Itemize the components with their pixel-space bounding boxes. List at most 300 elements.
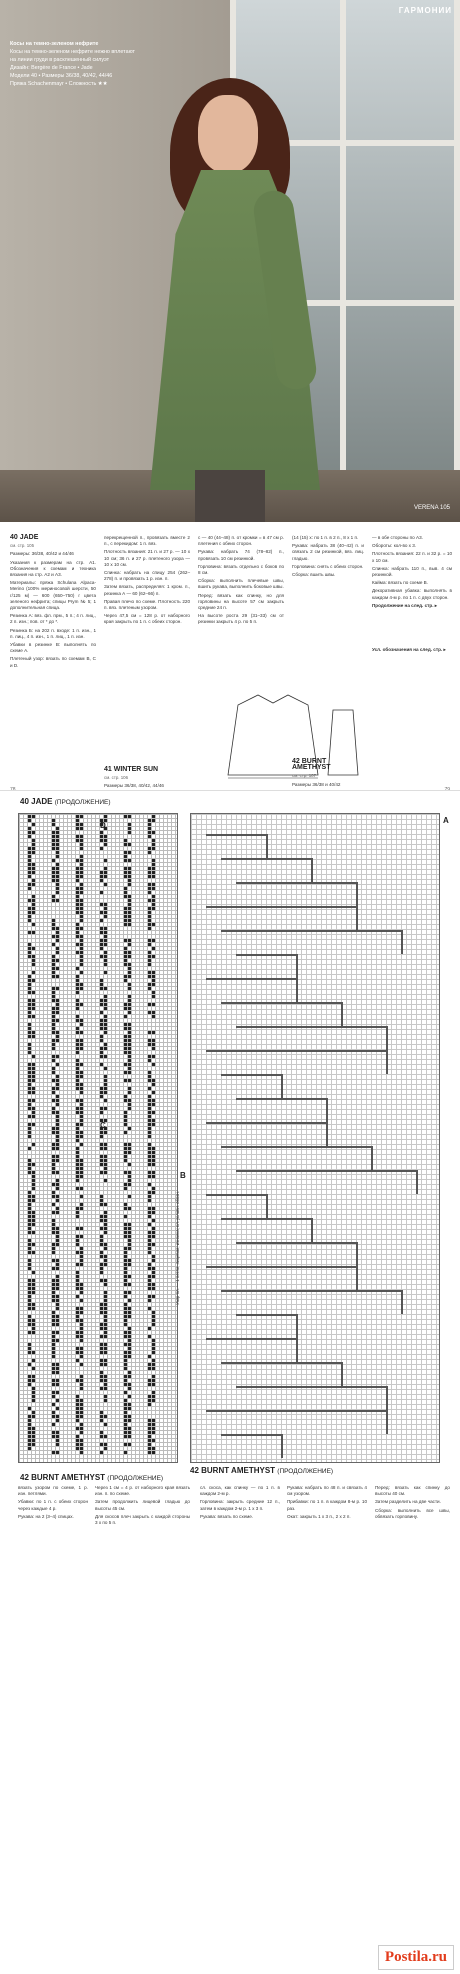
chart-stitch [76,827,79,830]
chart-stitch [32,871,35,874]
chart-stitch [56,1435,59,1438]
chart-stitch [80,1383,83,1386]
chart-stitch [148,1043,151,1046]
chart-stitch [100,931,103,934]
chart-stitch [80,1283,83,1286]
chart-stitch [128,1419,131,1422]
chart-stitch [32,831,35,834]
chart-stitch [56,899,59,902]
chart-stitch [124,1415,127,1418]
chart-stitch [124,1123,127,1126]
chart-stitch [148,871,151,874]
chart-stitch [76,899,79,902]
chart-stitch [28,1291,31,1294]
chart-stitch [32,1035,35,1038]
chart-stitch [152,1431,155,1434]
chart-stitch [52,1367,55,1370]
chart-stitch [52,1283,55,1286]
chart-stitch [76,1187,79,1190]
chart-stitch [80,963,83,966]
chart-stitch [128,1263,131,1266]
chart-stitch [100,1135,103,1138]
chart-stitch [52,1291,55,1294]
bottom-column-4: Рукава: набрать по 48 п. и связать 4 см узором. Прибавки: по 1 п. в каждом 8-м р. 10 раз. Окат: закрыть 1 х 3 п., 2 х 2 п. [287,1485,367,1519]
chart-stitch [152,1267,155,1270]
chart-stitch [124,1051,127,1054]
chart-stitch [100,1243,103,1246]
chart-stitch [32,911,35,914]
chart-stitch [152,903,155,906]
chart-stitch [76,1315,79,1318]
chart-stitch [152,887,155,890]
chart-stitch [128,1315,131,1318]
chart-stitch [104,1075,107,1078]
chart-stitch [56,1259,59,1262]
chart-stitch [104,883,107,886]
chart-stitch [104,1375,107,1378]
chart-stitch [100,911,103,914]
chart-stitch [104,1243,107,1246]
chart-stitch [28,1163,31,1166]
chart-stitch [76,1331,79,1334]
chart-stitch [76,1027,79,1030]
chart-stitch [148,983,151,986]
chart-stitch [80,1167,83,1170]
chart-stitch [148,1403,151,1406]
chart-step-line [341,1002,343,1026]
chart-step-line [356,906,358,930]
chart-stitch [128,1443,131,1446]
chart-stitch [128,1079,131,1082]
chart-step-line [341,1362,343,1386]
chart-stitch [56,1415,59,1418]
chart-stitch [32,991,35,994]
chart-stitch [152,991,155,994]
chart-stitch [104,1231,107,1234]
chart-stitch [148,1059,151,1062]
chart-stitch [56,1195,59,1198]
chart-stitch [128,1003,131,1006]
chart-letter-b: B [180,1171,186,1180]
chart-stitch [128,1175,131,1178]
chart-stitch [128,967,131,970]
chart-stitch [148,959,151,962]
chart-stitch [52,1091,55,1094]
chart-stitch [52,999,55,1002]
chart-page [0,790,460,1974]
chart-stitch [152,1363,155,1366]
chart-stitch [80,1135,83,1138]
chart-stitch [148,1039,151,1042]
chart-stitch [56,1039,59,1042]
sizes: Размеры: 36/38, 40/42 и 44/46 [10,551,74,557]
chart-stitch [100,927,103,930]
chart-stitch [104,963,107,966]
chart-stitch [32,1279,35,1282]
chart-stitch [124,1151,127,1154]
chart-stitch [148,1055,151,1058]
chart-stitch [152,971,155,974]
chart-stitch [80,1415,83,1418]
chart-stitch [56,863,59,866]
chart-stitch [152,1347,155,1350]
chart-stitch [76,1151,79,1154]
chart-stitch [104,1359,107,1362]
chart-stitch [100,1091,103,1094]
chart-stitch [104,867,107,870]
chart-stitch [76,951,79,954]
chart-step-line [236,954,296,956]
chart-stitch [100,1219,103,1222]
chart-stitch [56,1007,59,1010]
chart-stitch [80,987,83,990]
chart-stitch [76,943,79,946]
chart-stitch [32,1199,35,1202]
photo-caption [10,40,140,88]
chart-stitch [52,1335,55,1338]
chart-stitch [32,1271,35,1274]
chart-stitch [124,1259,127,1262]
chart-stitch [124,1307,127,1310]
chart-step-line [221,1218,311,1220]
chart-stitch [128,915,131,918]
chart-stitch [56,1239,59,1242]
chart-stitch [124,1047,127,1050]
chart-stitch [104,1003,107,1006]
chart-stitch [100,1431,103,1434]
chart-stitch [152,995,155,998]
chart-stitch [100,947,103,950]
chart-stitch [152,1111,155,1114]
chart-stitch [128,1223,131,1226]
chart-stitch [76,911,79,914]
chart-stitch [56,1279,59,1282]
chart-stitch [124,1043,127,1046]
chart-stitch [28,1215,31,1218]
chart-stitch [56,1087,59,1090]
chart-step-line [386,1026,388,1050]
chart-stitch [128,1283,131,1286]
chart-stitch [124,843,127,846]
chart-stitch [32,1283,35,1286]
chart-stitch [124,815,127,818]
chart-stitch [128,1375,131,1378]
chart-stitch [100,1131,103,1134]
chart-stitch [32,1427,35,1430]
chart-stitch [28,931,31,934]
chart-stitch [28,1363,31,1366]
chart-stitch [32,1287,35,1290]
chart-step-line [221,1290,401,1292]
chart-stitch [56,883,59,886]
chart-stitch [76,931,79,934]
chart-stitch [56,1431,59,1434]
chart-stitch [56,1139,59,1142]
chart-stitch [100,919,103,922]
chart-stitch [80,1251,83,1254]
chart-stitch [148,867,151,870]
chart-stitch [152,1399,155,1402]
chart-stitch [152,1003,155,1006]
chart-stitch [128,971,131,974]
chart-stitch [148,875,151,878]
chart-stitch [128,1107,131,1110]
chart-step-line [206,978,296,980]
chart-stitch [104,959,107,962]
chart-stitch [80,1083,83,1086]
chart-stitch [104,1223,107,1226]
chart-stitch [124,1335,127,1338]
chart-stitch [52,1167,55,1170]
chart-stitch [128,1163,131,1166]
chart-stitch [56,1227,59,1230]
chart-stitch [80,1447,83,1450]
chart-stitch [128,1103,131,1106]
chart-stitch [128,1051,131,1054]
chart-stitch [152,839,155,842]
chart-stitch [52,1219,55,1222]
chart-stitch [56,1159,59,1162]
chart-stitch [56,1391,59,1394]
chart-stitch [32,1223,35,1226]
chart-stitch [148,1379,151,1382]
chart-stitch [124,1359,127,1362]
chart-step-line [206,1050,386,1052]
chart-stitch [128,1299,131,1302]
chart-stitch [128,867,131,870]
chart-stitch [76,927,79,930]
chart-stitch [152,1031,155,1034]
chart-stitch [100,879,103,882]
chart-stitch [148,1123,151,1126]
chart-stitch [32,1055,35,1058]
chart-stitch [32,959,35,962]
chart-stitch [100,1095,103,1098]
chart-stitch [124,915,127,918]
chart-stitch [104,1255,107,1258]
chart-stitch [28,1283,31,1286]
chart-stitch [80,1123,83,1126]
chart-stitch [52,1351,55,1354]
chart-stitch [100,1203,103,1206]
paragraph: Спинка: набрать 110 п., выв. 4 см резинкой. [372,565,452,578]
chart-stitch [28,1375,31,1378]
chart-stitch [104,931,107,934]
chart-stitch [80,947,83,950]
chart-stitch [152,907,155,910]
chart-stitch [148,1443,151,1446]
chart-stitch [152,1103,155,1106]
chart-letter-c: C [100,1121,106,1130]
chart-stitch [28,911,31,914]
chart-stitch [100,1307,103,1310]
chart-stitch [148,1211,151,1214]
chart-stitch [28,1047,31,1050]
chart-stitch [32,1415,35,1418]
paragraph: Плотность вязания: 22 п. и 32 р. = 10 х 10 см. [372,551,452,563]
chart-stitch [52,847,55,850]
chart-stitch [128,987,131,990]
chart-stitch [124,939,127,942]
chart-stitch [76,1019,79,1022]
chart-stitch [148,1111,151,1114]
paragraph: Горловина: снять с обеих сторон. [292,563,364,569]
chart-stitch [152,883,155,886]
chart-stitch [52,1163,55,1166]
chart-stitch [100,1443,103,1446]
chart-stitch [52,1243,55,1246]
chart-stitch [80,1255,83,1258]
chart-stitch [80,1115,83,1118]
chart-stitch [148,1151,151,1154]
chart-stitch [56,827,59,830]
chart-stitch [148,1095,151,1098]
chart-stitch [128,831,131,834]
chart-stitch [148,1183,151,1186]
chart-stitch [76,1207,79,1210]
chart-stitch [80,1399,83,1402]
chart-stitch [124,859,127,862]
chart-stitch [148,819,151,822]
chart-stitch [124,1427,127,1430]
chart-stitch [152,1155,155,1158]
chart-stitch [124,1407,127,1410]
chart-stitch [28,979,31,982]
chart-stitch [80,1175,83,1178]
paragraph: Указания к размерам на стр. A1. Обозначения к схемам и техника вязания на стр. А2 и А3. [10,559,96,578]
chart-stitch [56,1003,59,1006]
postila-watermark[interactable]: Postila.ru [378,1945,454,1970]
chart-stitch [152,1283,155,1286]
chart-stitch [128,1059,131,1062]
chart-stitch [52,1087,55,1090]
chart-stitch [128,1063,131,1066]
section-title-40: 40 JADE [10,534,39,541]
chart-stitch [76,871,79,874]
chart-stitch [124,1399,127,1402]
chart-stitch [152,1119,155,1122]
chart-stitch [52,843,55,846]
chart-stitch [148,1363,151,1366]
chart-stitch [32,1291,35,1294]
chart-stitch [104,843,107,846]
chart-stitch [52,1331,55,1334]
chart-stitch [56,1287,59,1290]
chart-stitch [124,1079,127,1082]
chart-stitch [28,1343,31,1346]
chart-stitch [104,1363,107,1366]
chart-stitch [76,1271,79,1274]
chart-stitch [80,1171,83,1174]
chart-stitch [28,1167,31,1170]
chart-stitch [76,1163,79,1166]
chart-stitch [76,1351,79,1354]
chart-stitch [28,1423,31,1426]
chart-stitch [80,1403,83,1406]
chart-stitch [104,1395,107,1398]
chart-stitch [32,1359,35,1362]
chart-stitch [128,999,131,1002]
chart-stitch [52,1247,55,1250]
chart-stitch [52,1279,55,1282]
chart-stitch [148,939,151,942]
chart-stitch [76,1047,79,1050]
paragraph: Кайма: вязать по схеме В. [372,580,429,586]
chart-stitch [104,1147,107,1150]
chart-stitch [52,1287,55,1290]
chart-stitch [152,1323,155,1326]
chart-stitch [128,827,131,830]
chart-stitch [52,1451,55,1454]
chart-stitch [52,1415,55,1418]
chart-stitch [152,1427,155,1430]
chart-stitch [52,919,55,922]
chart-stitch [32,1087,35,1090]
chart-stitch [76,1127,79,1130]
chart-stitch [124,1443,127,1446]
chart-stitch [76,1239,79,1242]
chart-stitch [76,1147,79,1150]
chart-step-line [206,1194,266,1196]
chart-stitch [128,1011,131,1014]
chart-stitch [52,1379,55,1382]
chart-step-line [266,1194,268,1218]
chart-stitch [52,1191,55,1194]
chart-stitch [104,1083,107,1086]
chart-step-line [236,882,356,884]
chart-stitch [56,1179,59,1182]
chart-stitch [128,1071,131,1074]
chart-stitch [56,1443,59,1446]
chart-stitch [100,943,103,946]
chart-stitch [28,835,31,838]
chart-stitch [52,1039,55,1042]
chart-stitch [56,879,59,882]
chart-stitch [56,1307,59,1310]
chart-stitch [124,1003,127,1006]
chart-stitch [80,1187,83,1190]
chart-stitch [148,971,151,974]
chart-stitch [32,1067,35,1070]
chart-stitch [76,1415,79,1418]
chart-stitch [104,1387,107,1390]
chart-stitch [52,1015,55,1018]
chart-stitch [52,995,55,998]
chart-stitch [148,1327,151,1330]
chart-stitch [52,1315,55,1318]
chart-stitch [52,1343,55,1346]
chart-stitch [124,1171,127,1174]
chart-stitch [128,1335,131,1338]
window-frame [340,0,346,522]
chart-stitch [148,1011,151,1014]
chart-stitch [104,951,107,954]
chart-stitch [104,1091,107,1094]
chart-stitch [56,1399,59,1402]
chart-stitch [104,1027,107,1030]
chart-step-line [236,1314,296,1316]
chart-stitch [52,1019,55,1022]
chart-stitch [76,1007,79,1010]
chart-stitch [128,1331,131,1334]
chart-stitch [52,1195,55,1198]
chart-step-line [401,930,403,954]
chart-step-line [236,1170,416,1172]
chart-stitch [56,1123,59,1126]
paragraph: Через 47,5 см = 128 р. от наборного края закрыть по 1 п. с обеих сторон. [104,613,190,625]
chart-stitch [32,1399,35,1402]
chart-stitch [32,955,35,958]
